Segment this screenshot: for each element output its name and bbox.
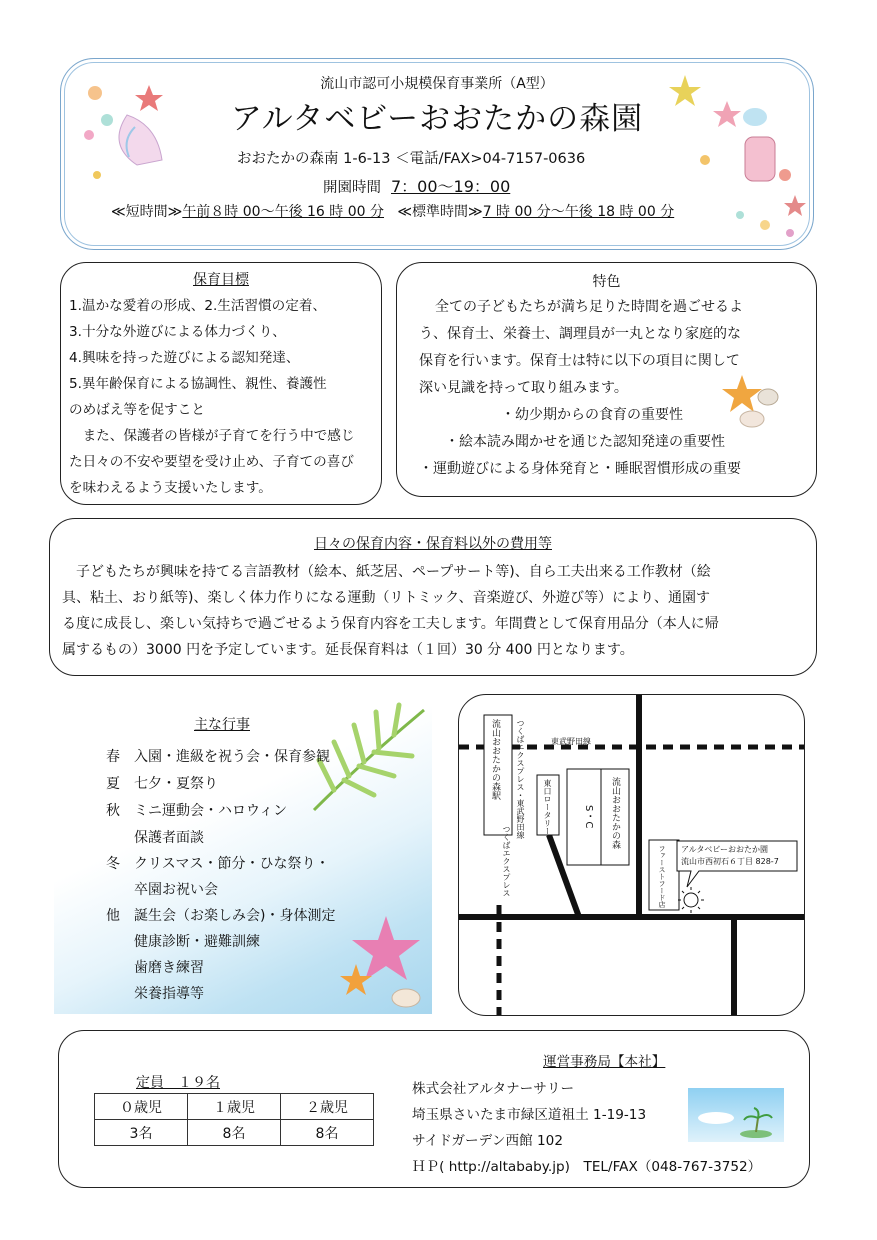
shells-right-decoration: [645, 65, 810, 245]
company-name: 株式会社アルタナーサリー: [412, 1081, 575, 1097]
page-title: アルタベビーおおたかの森園: [230, 101, 644, 137]
starfish-shell-decoration: [722, 371, 782, 429]
daily-line: 属するもの）3000 円を予定しています。延長保育料は（１回）30 分 400 円となります。: [62, 642, 634, 658]
event-item: 誕生会（お楽しみ会)・身体測定: [134, 908, 336, 924]
goals-title: 保育目標: [193, 272, 249, 288]
table-header-cell: ２歳児: [281, 1094, 374, 1120]
hours-value: 7：00～19：00: [391, 177, 511, 196]
event-item: 七夕・夏祭り: [134, 776, 218, 792]
goal-line: 1.温かな愛着の形成、2.生活習慣の定着、: [69, 298, 327, 314]
fastfood-label: ファーストフード店: [658, 845, 666, 908]
feature-line: ・幼少期からの食育の重要性: [501, 407, 683, 423]
table-row: [95, 1094, 374, 1120]
table-cell: 8名: [188, 1120, 281, 1146]
feature-line: 全ての子どもたちが満ち足りた時間を過ごせるよ: [435, 299, 743, 315]
table-cell: 3名: [95, 1120, 188, 1146]
shells-left-decoration: [67, 65, 187, 195]
features-title: 特色: [592, 274, 621, 290]
goal-line: た日々の不安や要望を受け止め、子育ての喜び: [69, 454, 354, 470]
org-type: 流山市認可小規模保育事業所（A型）: [320, 76, 554, 92]
address-phone: おおたかの森南 1-6-13 ＜電話/FAX>04-7157-0636: [237, 151, 586, 167]
event-season: 他: [106, 908, 120, 924]
goal-line: 3.十分な外遊びによる体力づくり、: [69, 324, 286, 340]
feature-line: 保育を行います。保育士は特に以下の項目に関して: [419, 353, 740, 369]
tobu-label: 東武野田線: [551, 737, 591, 746]
sc-label: S・C: [583, 805, 594, 829]
hours-label: 開園時間: [323, 180, 381, 196]
short-label: ≪短時間≫: [111, 204, 183, 220]
short-value: 午前８時 00～午後 16 時 00 分: [182, 204, 385, 220]
event-item: 歯磨き練習: [134, 960, 204, 976]
goal-line: 4.興味を持った遊びによる認知発達、: [69, 350, 300, 366]
table-header-cell: １歳児: [188, 1094, 281, 1120]
events-title: 主な行事: [194, 717, 250, 733]
feature-line: う、保育士、栄養士、調理員が一丸となり家庭的な: [419, 326, 741, 342]
childcare-goals-box: [60, 262, 382, 505]
tx-tobu-label: つくばエクスプレス・東武野田線: [516, 719, 525, 839]
events-panel: [54, 692, 432, 1014]
event-item: 健康診断・避難訓練: [134, 934, 260, 950]
office-address-1: 埼玉県さいたま市緑区道祖土 1-19-13: [412, 1107, 647, 1123]
feature-line: 深い見識を持って取り組みます。: [419, 380, 628, 396]
feature-line: ・運動遊びによる身体発育と・睡眠習慣形成の重要: [419, 461, 741, 477]
office-contact: ＨＰ( http://altababy.jp) TEL/FAX（048-767-3752）: [412, 1159, 762, 1175]
rotary-label: 東口ロータリー: [543, 779, 552, 835]
event-season: 冬: [106, 856, 120, 872]
access-map: [458, 694, 805, 1016]
feature-line: ・絵本読み聞かせを通じた認知発達の重要性: [445, 434, 725, 450]
goal-line: 5.異年齢保育による協調性、親性、養護性: [69, 376, 327, 392]
capacity-table: [94, 1093, 374, 1146]
island-illustration: [688, 1088, 784, 1142]
table-header-cell: ０歳児: [95, 1094, 188, 1120]
station-label: 流山おおたかの森駅: [490, 719, 500, 800]
event-item: 入園・進級を祝う会・保育参観: [134, 749, 330, 765]
standard-value: 7 時 00 分～午後 18 時 00 分: [482, 204, 675, 220]
features-box: [396, 262, 817, 497]
event-season: 夏: [106, 776, 120, 792]
starfish-decoration: [334, 914, 429, 1009]
daily-line: る度に成長し、楽しい気持ちで過ごせるよう保育内容を工夫します。年間費として保育用品分（本人に帰: [62, 616, 719, 632]
event-item: 栄養指導等: [134, 986, 204, 1002]
sc-name-label: 流山おおたかの森: [610, 777, 620, 849]
office-title: 運営事務局【本社】: [543, 1054, 666, 1070]
daily-line: 具、粘土、おり紙等)、楽しく体力作りになる運動（リトミック、音楽遊び、外遊び等）により、通園す: [62, 590, 711, 606]
event-item: ミニ運動会・ハロウィン: [134, 803, 288, 819]
time-ranges: [111, 201, 674, 221]
office-address-2: サイドガーデン西館 102: [412, 1133, 563, 1149]
goal-line: を味わえるよう支援いたします。: [69, 480, 272, 496]
tx-label: つくばエクスプレス: [502, 825, 511, 897]
event-season: 春: [106, 749, 120, 765]
table-cell: 8名: [281, 1120, 374, 1146]
event-item: 卒園お祝い会: [134, 882, 218, 898]
capacity-label: 定員 １９名: [136, 1075, 220, 1091]
daily-line: 子どもたちが興味を持てる言語教材（絵本、紙芝居、ペープサート等)、自ら工夫出来る工作教材（絵: [62, 564, 711, 580]
daily-content-box: [49, 518, 817, 676]
event-item: 保護者面談: [134, 830, 204, 846]
opening-hours: [323, 174, 510, 197]
daily-title: 日々の保育内容・保育料以外の費用等: [314, 536, 552, 552]
callout-address: 流山市西初石６丁目 828-7: [681, 857, 779, 866]
table-row: [95, 1120, 374, 1146]
callout-name: アルタベビーおおたか園: [681, 845, 769, 854]
header-panel: [60, 58, 814, 250]
goal-line: また、保護者の皆様が子育てを行う中で感じ: [69, 428, 355, 444]
standard-label: ≪標準時間≫: [397, 204, 483, 220]
goal-line: のめばえ等を促すこと: [69, 402, 205, 418]
event-item: クリスマス・節分・ひな祭り・: [134, 856, 330, 872]
event-season: 秋: [106, 803, 120, 819]
